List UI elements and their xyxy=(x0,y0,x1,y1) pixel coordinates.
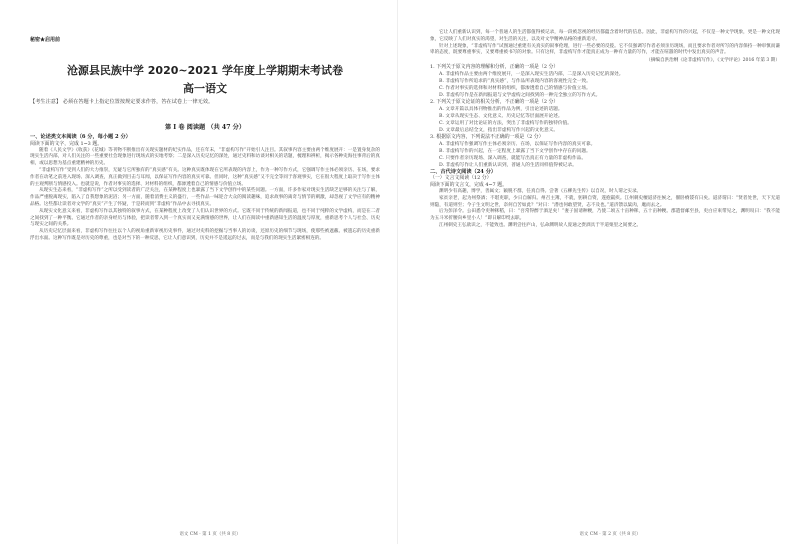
page-footer: 语文 CM · 第 1 页（共 8 页） xyxy=(179,532,241,537)
instruction: 阅读下面的文字，完成 1~3 题。 xyxy=(30,140,103,147)
subsection-heading: （一）文言文阅读（12 分） xyxy=(430,175,492,182)
source-citation: （摘编自洪治纲《论非虚构写作》，《文学评论》2016 年第 3 期） xyxy=(646,58,780,64)
exam-subtitle: 高一语文 xyxy=(183,82,227,95)
question-option: B. 非虚构写作所追求的“真实感”，与作品所表现内容的客观性完全一致。 xyxy=(439,78,591,84)
question-stem: 3. 根据原文内容，下列说法不正确的一项是（2 分） xyxy=(430,133,544,140)
question-option: C. 文章运用了对比论证的方法，突出了非虚构写作的独特价值。 xyxy=(439,120,572,126)
question-option: B. 非虚构写作的兴起，在一定程度上暴露了当下文学创作中存在的问题。 xyxy=(439,148,591,154)
paragraph: 从现实文化意义来看，非虚构写作以其独特的叙事方式，在某种程度上改变了人们认识世界的方式。它既不同于传统的新闻报道，也不同于纯粹的文学虚构，而是在二者之间找到了一种平衡。它通过作者的亲身经历与体验，把读者带入到一个真实而又充满情感的世界，让人们在阅读中重新感知生活的温度与厚度，重新思考个人与社会、历史与现实之间的关系。 xyxy=(30,208,380,228)
page-fold xyxy=(397,0,398,544)
exam-notice: 【考生注意】 必须在答题卡上指定位置按规定要求作答，答在试卷上一律无效。 xyxy=(30,99,214,105)
passage-line: 后为彭泽令。公田悉令吏种秫稻，曰：“吾常得醉于酒足矣！”妻子固请种粳，乃使二顷五十亩种秫，五十亩种粳。郡遣督邮至县，吏白应束带见之，渊明叹曰：“我不能为五斗米折腰向乡里小人！”即日解印绶去职。 xyxy=(430,209,780,222)
question-option: D. 非虚构写作是在新闻报道与文学虚构之间找到的一种完全独立的写作方式。 xyxy=(439,92,601,98)
exam-title: 沧源县民族中学 2020~2021 学年度上学期期末考试卷 xyxy=(66,64,344,77)
instruction: 阅读下面的文言文，完成 4~7 题。 xyxy=(430,182,508,189)
paragraph: 从历史记忆层面来看，非虚构写作往往以个人的视角重新审视历史事件，通过对史料的挖掘与当事人的访谈，还原历史的细节与现场，使那些被遮蔽、被遗忘的历史重新浮出水面。这种写作既是对历史的尊重，也是对当下的一种反思，它让人们意识到，历史并不是遥远的过去，而是与我们的现实生活紧密相连的。 xyxy=(30,229,380,241)
page-footer: 语文 CM · 第 2 页（共 8 页） xyxy=(579,532,641,537)
question-option: D. 文章最后总结全文，指出非虚构写作兴起的文化意义。 xyxy=(439,127,559,133)
passage-line: 渊明少有高趣，博学，善属文；颖脱不群，任真自得。尝著《五柳先生传》以自况，时人谓之实录。 xyxy=(439,188,642,194)
right-body xyxy=(430,30,780,230)
question-option: D. 非虚构写作让人们重新认识到，普通人的生活同样值得被记录。 xyxy=(439,162,577,168)
passage-line: 家贫亲老，起为州祭酒；不堪吏职，少日自解归。州召主簿，不就，躬耕自资，遂抱羸疾。江州刺史檀道济往候之，偃卧瘠馁有日矣。道济谓曰：“贤者处世，天下无道则隐，有道则至；今子生文明之世，奈何自苦如此？”对曰：“潜也何敢望贤，志不及也。”道济馈以粱肉，麾而去之。 xyxy=(430,195,780,208)
question-option: A. 非虚构作品主要由两个维度展开，一是深入现实生活内部，二是深入历史记忆的深处。 xyxy=(439,71,624,77)
question-option: C. 只要作者亲历现场、深入调查，就能写出真正有力量的非虚构作品。 xyxy=(439,155,587,161)
paragraph: 它让人们重新认识到，每一个普通人的生活都值得被记录，每一段被忽视的经历都蕴含着时代的信息。因此，非虚构写作的兴起，不仅是一种文学现象，更是一种文化现象，它反映了人们对真实的渴望，对生活的关注，以及对文学精神品格的重新追寻。 xyxy=(430,30,780,42)
secret-label: 秘密★启用前 xyxy=(30,37,61,43)
question-option: A. 非虚构写作强调写作主体必须亲历、在场，以保证写作内容的真实可靠。 xyxy=(439,141,596,147)
paragraph: 针对上述现象，“非虚构写作”试图通过重建有关真实的叙事伦理，进行一些必要的反拨。它不仅强调写作者必须亲历现场，而且要求作者对所写的内容保持一种审慎而谦卑的态度，既要尊重事实，又要尊重被书写的对象。只有这样，非虚构写作才能真正成为一种有力量的写作，才能在喧嚣的时代中发出真实的声音。 xyxy=(430,43,780,56)
question-stem: 1. 下列关于原文内容的理解和分析，正确的一项是（2 分） xyxy=(430,64,559,71)
passage-line: 江州刺史王弘欲识之，不能致也。渊明尝往庐山，弘命渊明故人庞通之赍酒具于半道栗里之间要之。 xyxy=(439,222,642,228)
left-body xyxy=(30,134,380,243)
paragraph: 随着《人民文学》《收获》《花城》等刊物不断推出有关现实题材的纪实作品，还在年末，“非虚构写作”开始引人注目。其叙事内容主要由两个维度展开：一是置身复杂的现实生活内部，对人们关注的一些重要社会现象进行现场式的实地考察；二是深入历史记忆的深处，通过史料和访谈对相关的话题，梳理和辨析，揭示各种史海往事背后的真相，或以思想为基点重建精神的历史。 xyxy=(30,147,380,167)
section-heading: 二、古代诗文阅读（24 分） xyxy=(430,168,497,175)
paragraph: “非虚构写作”受到人们的大力推崇，无疑与它所独有的“真实感”有关。这种真实既体现在它所表现的内容上，作为一种写作方式，它强调写作主体必须亲历、在场，要求作者在动笔之前进入现场、深入调查，真正做到目击与耳闻，以保证写作内容的真实可靠。但同时，这种“真实感”又不完全等同于客观事实，它在很大程度上取决于写作主体的主观判断与情感投入。也就是说，作者对事实的选择、对材料的组织，都渗透着自己的情感与价值立场。 xyxy=(30,167,380,187)
section-heading: 一、论述类文本阅读（6 分，每小题 2 分） xyxy=(30,134,131,140)
question-option: A. 文章开篇以具体刊物推出的作品为例，引出论述的话题。 xyxy=(439,106,563,112)
volume-heading: 第 Ⅰ 卷 阅读题 （共 47 分） xyxy=(164,124,246,131)
paragraph: 从现实生态来看，“非虚构写作”之所以受到读者的广泛关注，在某种程度上也暴露了当下文学创作中的某些问题。一方面，许多作家对现实生活缺乏足够的关注与了解，作品严重脱离现实，陷入了自我想象的泥沼；另一方面，随着消费主义的盛行，一些作品一味迎合大众的阅读趣味，追求故事的离奇与情节的刺激，却忽视了文学应有的精神品格。这些都让读者对文学的“真实”产生了怀疑，于是转而到“非虚构”作品中去寻找真实。 xyxy=(30,188,380,207)
question-option: B. 文章从现实生态、文化意义、历史记忆等层面展开论述。 xyxy=(439,113,563,119)
question-option: C. 作者对事实的选择和对材料的组织，都渗透着自己的情感与价值立场。 xyxy=(439,85,591,91)
question-stem: 2. 下列关于原文论证的相关分析，不正确的一项是（2 分） xyxy=(430,98,559,105)
